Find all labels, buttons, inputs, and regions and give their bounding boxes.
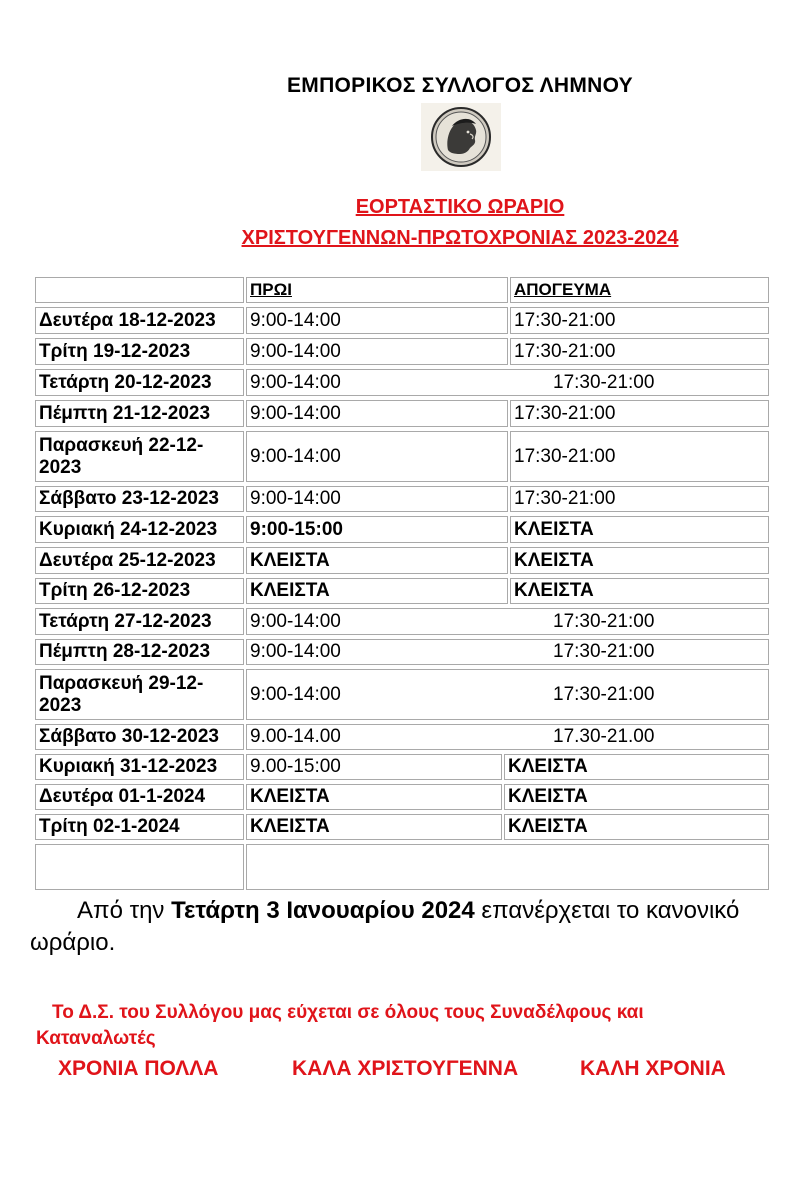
day-cell: Τετάρτη 20-12-2023 (35, 369, 244, 396)
note-suffix: επανέρχεται το κανονικό (474, 897, 740, 924)
organization-name: ΕΜΠΟΡΙΚΟΣ ΣΥΛΛΟΓΟΣ ΛΗΜΝΟΥ (286, 74, 633, 97)
day-cell: Κυριακή 24-12-2023 (35, 516, 244, 543)
morning-hours-cell: 9:00-14:00 (246, 307, 508, 334)
greeting-message (36, 1000, 786, 1052)
afternoon-hours: 17:30-21:00 (553, 641, 655, 662)
day-cell: Τρίτη 26-12-2023 (35, 578, 244, 604)
hours-merged-cell (246, 724, 769, 750)
note-date: Τετάρτη 3 Ιανουαρίου 2024 (171, 897, 475, 924)
wish-merry-christmas: ΚΑΛΑ ΧΡΙΣΤΟΥΓΕΝΝΑ (292, 1057, 519, 1080)
afternoon-hours-cell: ΚΛΕΙΣΤΑ (510, 578, 769, 604)
morning-hours-cell: 9:00-14:00 (246, 431, 508, 482)
afternoon-hours-cell: ΚΛΕΙΣΤΑ (510, 547, 769, 574)
table-empty-row (35, 842, 769, 892)
morning-column-header: ΠΡΩΙ (246, 277, 508, 303)
afternoon-hours-cell: 17:30-21:00 (510, 431, 769, 482)
day-cell: Τρίτη 19-12-2023 (35, 338, 244, 365)
table-corner-cell (35, 277, 244, 303)
afternoon-hours: 17:30-21:00 (553, 371, 655, 393)
day-cell: Παρασκευή 22-12-2023 (35, 431, 244, 482)
table-row (35, 305, 769, 336)
table-row (35, 782, 769, 812)
table-row (35, 484, 769, 514)
wish-happy-new-year: ΚΑΛΗ ΧΡΟΝΙΑ (580, 1057, 726, 1080)
table-row (35, 429, 769, 484)
table-row (35, 398, 769, 429)
greeting-line1: Το Δ.Σ. του Συλλόγου μας εύχεται σε όλους τους Συναδέλφους και (52, 1002, 644, 1023)
day-cell: Τρίτη 02-1-2024 (35, 814, 244, 840)
morning-hours-cell: ΚΛΕΙΣΤΑ (246, 578, 508, 604)
table-row (35, 336, 769, 367)
table-row (35, 752, 769, 782)
morning-hours: 9.00-14.00 (250, 726, 341, 747)
afternoon-hours-cell: ΚΛΕΙΣΤΑ (504, 814, 769, 840)
afternoon-column-header: ΑΠΟΓΕΥΜΑ (510, 277, 769, 303)
day-cell: Δευτέρα 01-1-2024 (35, 784, 244, 810)
morning-hours-cell: 9:00-14:00 (246, 486, 508, 512)
hours-merged-cell (246, 639, 769, 665)
morning-hours-cell: 9:00-14:00 (246, 400, 508, 427)
afternoon-hours-cell: ΚΛΕΙΣΤΑ (504, 754, 769, 780)
return-to-normal-hours-note (30, 895, 800, 959)
afternoon-hours-cell: 17:30-21:00 (510, 338, 769, 365)
morning-hours-cell: 9:00-15:00 (246, 516, 508, 543)
morning-hours-cell: ΚΛΕΙΣΤΑ (246, 547, 508, 574)
day-cell: Παρασκευή 29-12-2023 (35, 669, 244, 720)
morning-hours: 9:00-14:00 (250, 610, 341, 632)
table-row (35, 637, 769, 667)
empty-cell (246, 844, 769, 890)
morning-hours-cell: ΚΛΕΙΣΤΑ (246, 814, 502, 840)
day-cell: Πέμπτη 28-12-2023 (35, 639, 244, 665)
table-row (35, 606, 769, 637)
table-row (35, 722, 769, 752)
table-row (35, 545, 769, 576)
afternoon-hours: 17.30-21.00 (553, 726, 655, 747)
table-row (35, 367, 769, 398)
day-cell: Τετάρτη 27-12-2023 (35, 608, 244, 635)
day-cell: Σάββατο 23-12-2023 (35, 486, 244, 512)
afternoon-hours-cell: ΚΛΕΙΣΤΑ (510, 516, 769, 543)
afternoon-hours-cell: 17:30-21:00 (510, 486, 769, 512)
table-row (35, 667, 769, 722)
day-cell: Κυριακή 31-12-2023 (35, 754, 244, 780)
morning-hours-cell: ΚΛΕΙΣΤΑ (246, 784, 502, 810)
day-cell: Σάββατο 30-12-2023 (35, 724, 244, 750)
afternoon-hours: 17:30-21:00 (553, 683, 655, 705)
note-prefix: Από την (77, 897, 172, 924)
morning-hours: 9:00-14:00 (250, 683, 341, 705)
hours-merged-cell (246, 669, 769, 720)
table-row (35, 812, 769, 842)
morning-hours: 9:00-14:00 (250, 371, 341, 393)
greeting-line2: Καταναλωτές (36, 1028, 156, 1049)
schedule-subtitle: ΧΡΙΣΤΟΥΓΕΝΝΩΝ-ΠΡΩΤΟΧΡΟΝΙΑΣ 2023-2024 (241, 227, 679, 249)
afternoon-hours-cell: 17:30-21:00 (510, 400, 769, 427)
schedule-title: ΕΟΡΤΑΣΤΙΚΟ ΩΡΑΡΙΟ (355, 196, 565, 218)
hours-merged-cell (246, 608, 769, 635)
wish-many-years: ΧΡΟΝΙΑ ΠΟΛΛΑ (58, 1057, 219, 1080)
morning-hours: 9:00-14:00 (250, 641, 341, 662)
day-cell: Δευτέρα 25-12-2023 (35, 547, 244, 574)
afternoon-hours-cell: 17:30-21:00 (510, 307, 769, 334)
afternoon-hours: 17:30-21:00 (553, 610, 655, 632)
table-row (35, 514, 769, 545)
table-header-row (35, 275, 769, 305)
hermes-head-coin-icon (421, 103, 501, 171)
hours-merged-cell (246, 369, 769, 396)
schedule-table (35, 275, 769, 892)
empty-cell (35, 844, 244, 890)
morning-hours-cell: 9.00-15:00 (246, 754, 502, 780)
day-cell: Πέμπτη 21-12-2023 (35, 400, 244, 427)
note-line2: ωράριο. (30, 929, 116, 956)
table-row (35, 576, 769, 606)
afternoon-hours-cell: ΚΛΕΙΣΤΑ (504, 784, 769, 810)
day-cell: Δευτέρα 18-12-2023 (35, 307, 244, 334)
morning-hours-cell: 9:00-14:00 (246, 338, 508, 365)
